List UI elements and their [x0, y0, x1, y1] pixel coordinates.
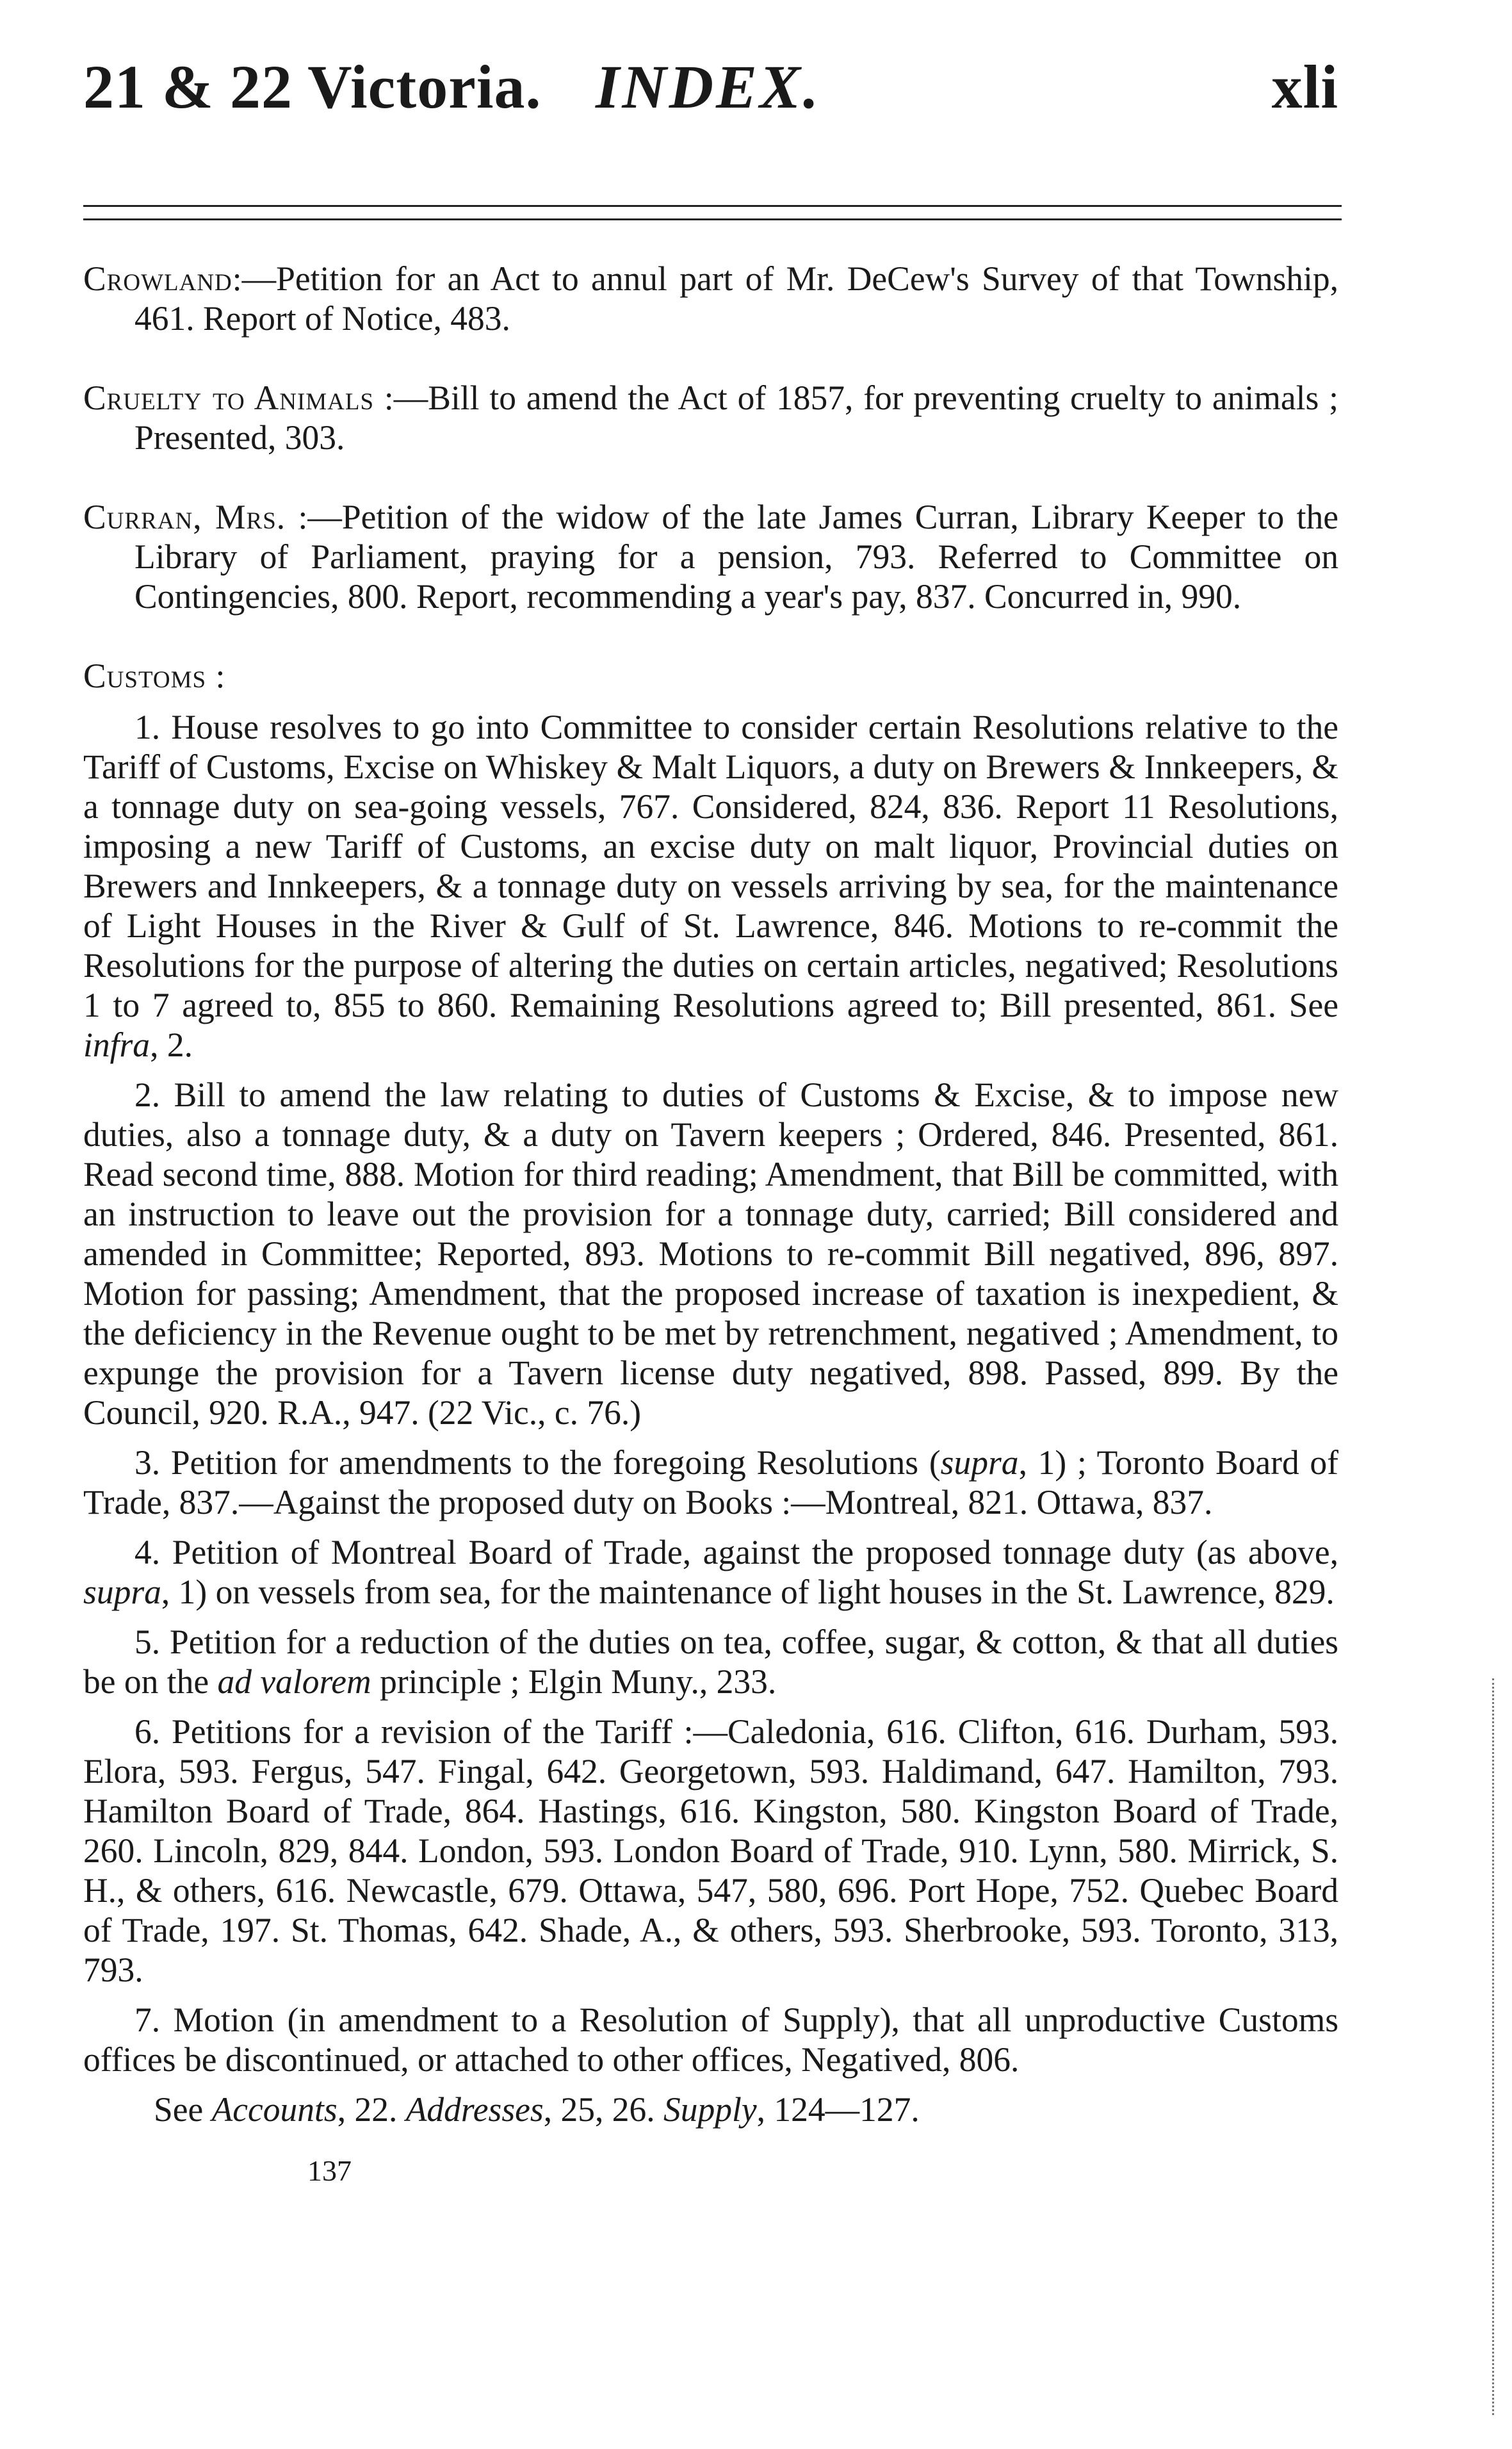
index-entry-crowland [83, 259, 1338, 338]
customs-item-1 [83, 707, 1338, 1065]
customs-item-5 [83, 1622, 1338, 1701]
see-ref-addresses: Addresses [405, 2090, 544, 2129]
item-number: 2. [134, 1076, 161, 1114]
printer-signature: 137 [307, 2154, 352, 2187]
index-page [83, 51, 1338, 2188]
item-number: 5. [134, 1623, 161, 1661]
customs-item-3 [83, 1443, 1338, 1522]
entry-heading: Crowland [83, 259, 232, 298]
item-text: Petitions for a revision of the Tariff :—Caledonia, 616. Clifton, 616. Durham, 593. Elora, 593. Fergus, 547. Fingal, 642. Georgetown, 593. Haldimand, 647. Hamilton, 793. Hamilton Board of Trade, 864. Hastings, 616. Kingston, 580. Kingston Board of Trade, 260. Lincoln, 829, 844. London, 593. London Board of Trade, 910. Lynn, 580. Mirrick, S. H., & others, 616. Newcastle, 679. Ottawa, 547, 580, 696. Port Hope, 752. Quebec Board of Trade, 197. St. Thomas, 642. Shade, A., & others, 593. Sherbrooke, 593. Toronto, 313, 793. [83, 1712, 1338, 1989]
item-number: 6. [134, 1712, 161, 1751]
margin-binding-marks [1492, 1678, 1497, 2415]
customs-item-6 [83, 1712, 1338, 1990]
item-italic: supra [940, 1443, 1019, 1482]
see-ref-pages: , 124—127. [756, 2090, 920, 2129]
item-tail: principle ; Elgin Muny., 233. [371, 1662, 777, 1701]
entry-text: :—Petition of the widow of the late James Curran, Library Keeper to the Library of Parliament, praying for a pension, 793. Referred to Committee on Contingencies, 800. Report, recommending a year's pay, 837. Concurred in, 990. [134, 498, 1339, 616]
page-header [83, 51, 1338, 147]
see-ref-pages: , 25, 26. [543, 2090, 655, 2129]
entry-text: :—Bill to amend the Act of 1857, for preventing cruelty to animals ; Presented, 303. [134, 379, 1338, 457]
item-number: 1. [134, 708, 161, 746]
item-tail: , 1) on vessels from sea, for the maintenance of light houses in the St. Lawrence, 829. [161, 1573, 1335, 1611]
item-text: Petition of Montreal Board of Trade, against the proposed tonnage duty (as above, [172, 1533, 1338, 1571]
item-number: 3. [134, 1443, 161, 1482]
item-tail: , 1) ; Toronto Board of Trade, 837.—Against the proposed duty on Books :—Montreal, 821. Ottawa, 837. [83, 1443, 1338, 1521]
customs-item-7 [83, 2000, 1338, 2079]
item-text: Petition for a reduction of the duties on tea, coffee, sugar, & cotton, & that all duties be on the [83, 1623, 1339, 1701]
customs-heading: Customs : [83, 657, 226, 695]
item-number: 7. [134, 2001, 161, 2039]
see-ref-pages: , 22. [337, 2090, 398, 2129]
item-italic: supra [83, 1573, 161, 1611]
see-ref-accounts: Accounts [211, 2090, 337, 2129]
customs-item-2 [83, 1075, 1338, 1432]
item-text: Bill to amend the law relating to duties of Customs & Excise, & to impose new duties, also a tonnage duty, & a duty on Tavern keepers ; Ordered, 846. Presented, 861. Read second time, 888. Motion for third reading; Amendment, that Bill be committed, with an instruction to leave out the provision for a tonnage duty, carried; Bill considered and amended in Committee; Reported, 893. Motions to re-commit Bill negatived, 896, 897. Motion for passing; Amendment, that the proposed increase of taxation is inexpedient, & the deficiency in the Revenue ought to be met by retrenchment, negatived ; Amendment, to expunge the provision for a Tavern license duty negatived, 898. Passed, 899. By the Council, 920. R.A., 947. (22 Vic., c. 76.) [83, 1076, 1339, 1432]
header-page-number: xli [1271, 53, 1338, 121]
customs-item-4 [83, 1532, 1338, 1612]
entry-heading: Cruelty to Animals [83, 379, 375, 417]
item-italic: infra [83, 1026, 150, 1064]
entry-heading: Curran, Mrs. [83, 498, 286, 536]
see-ref-supply: Supply [663, 2090, 757, 2129]
index-entry-curran [83, 497, 1338, 616]
header-double-rule [83, 205, 1342, 220]
header-session: 21 & 22 Victoria. [83, 53, 542, 121]
item-text: House resolves to go into Committee to consider certain Resolutions relative to the Tariff of Customs, Excise on Whiskey & Malt Liquors, a duty on Brewers & Innkeepers, & a tonnage duty on sea-going vessels, 767. Considered, 824, 836. Report 11 Resolutions, imposing a new Tariff of Customs, an excise duty on malt liquor, Provincial duties on Brewers and Innkeepers, & a tonnage duty on vessels arriving by sea, for the maintenance of Light Houses in the River & Gulf of St. Lawrence, 846. Motions to re-commit the Resolutions for the purpose of altering the duties on certain articles, negatived; Resolutions 1 to 7 agreed to, 855 to 860. Remaining Resolutions agreed to; Bill presented, 861. See [83, 708, 1338, 1024]
item-tail: , 2. [150, 1026, 193, 1064]
item-number: 4. [134, 1533, 161, 1571]
item-italic: ad valorem [217, 1662, 371, 1701]
index-entry-cruelty-to-animals [83, 378, 1338, 457]
index-entries [83, 259, 1338, 2188]
header-title: INDEX. [596, 53, 822, 121]
item-text: Motion (in amendment to a Resolution of Supply), that all unproductive Customs offices be discontinued, or attached to other offices, Negatived, 806. [83, 2001, 1339, 2079]
entry-text: :—Petition for an Act to annul part of Mr. DeCew's Survey of that Township, 461. Report of Notice, 483. [134, 259, 1338, 338]
see-prefix: See [154, 2090, 204, 2129]
item-text: Petition for amendments to the foregoing Resolutions ( [170, 1443, 941, 1482]
see-also-references [83, 2090, 1338, 2129]
